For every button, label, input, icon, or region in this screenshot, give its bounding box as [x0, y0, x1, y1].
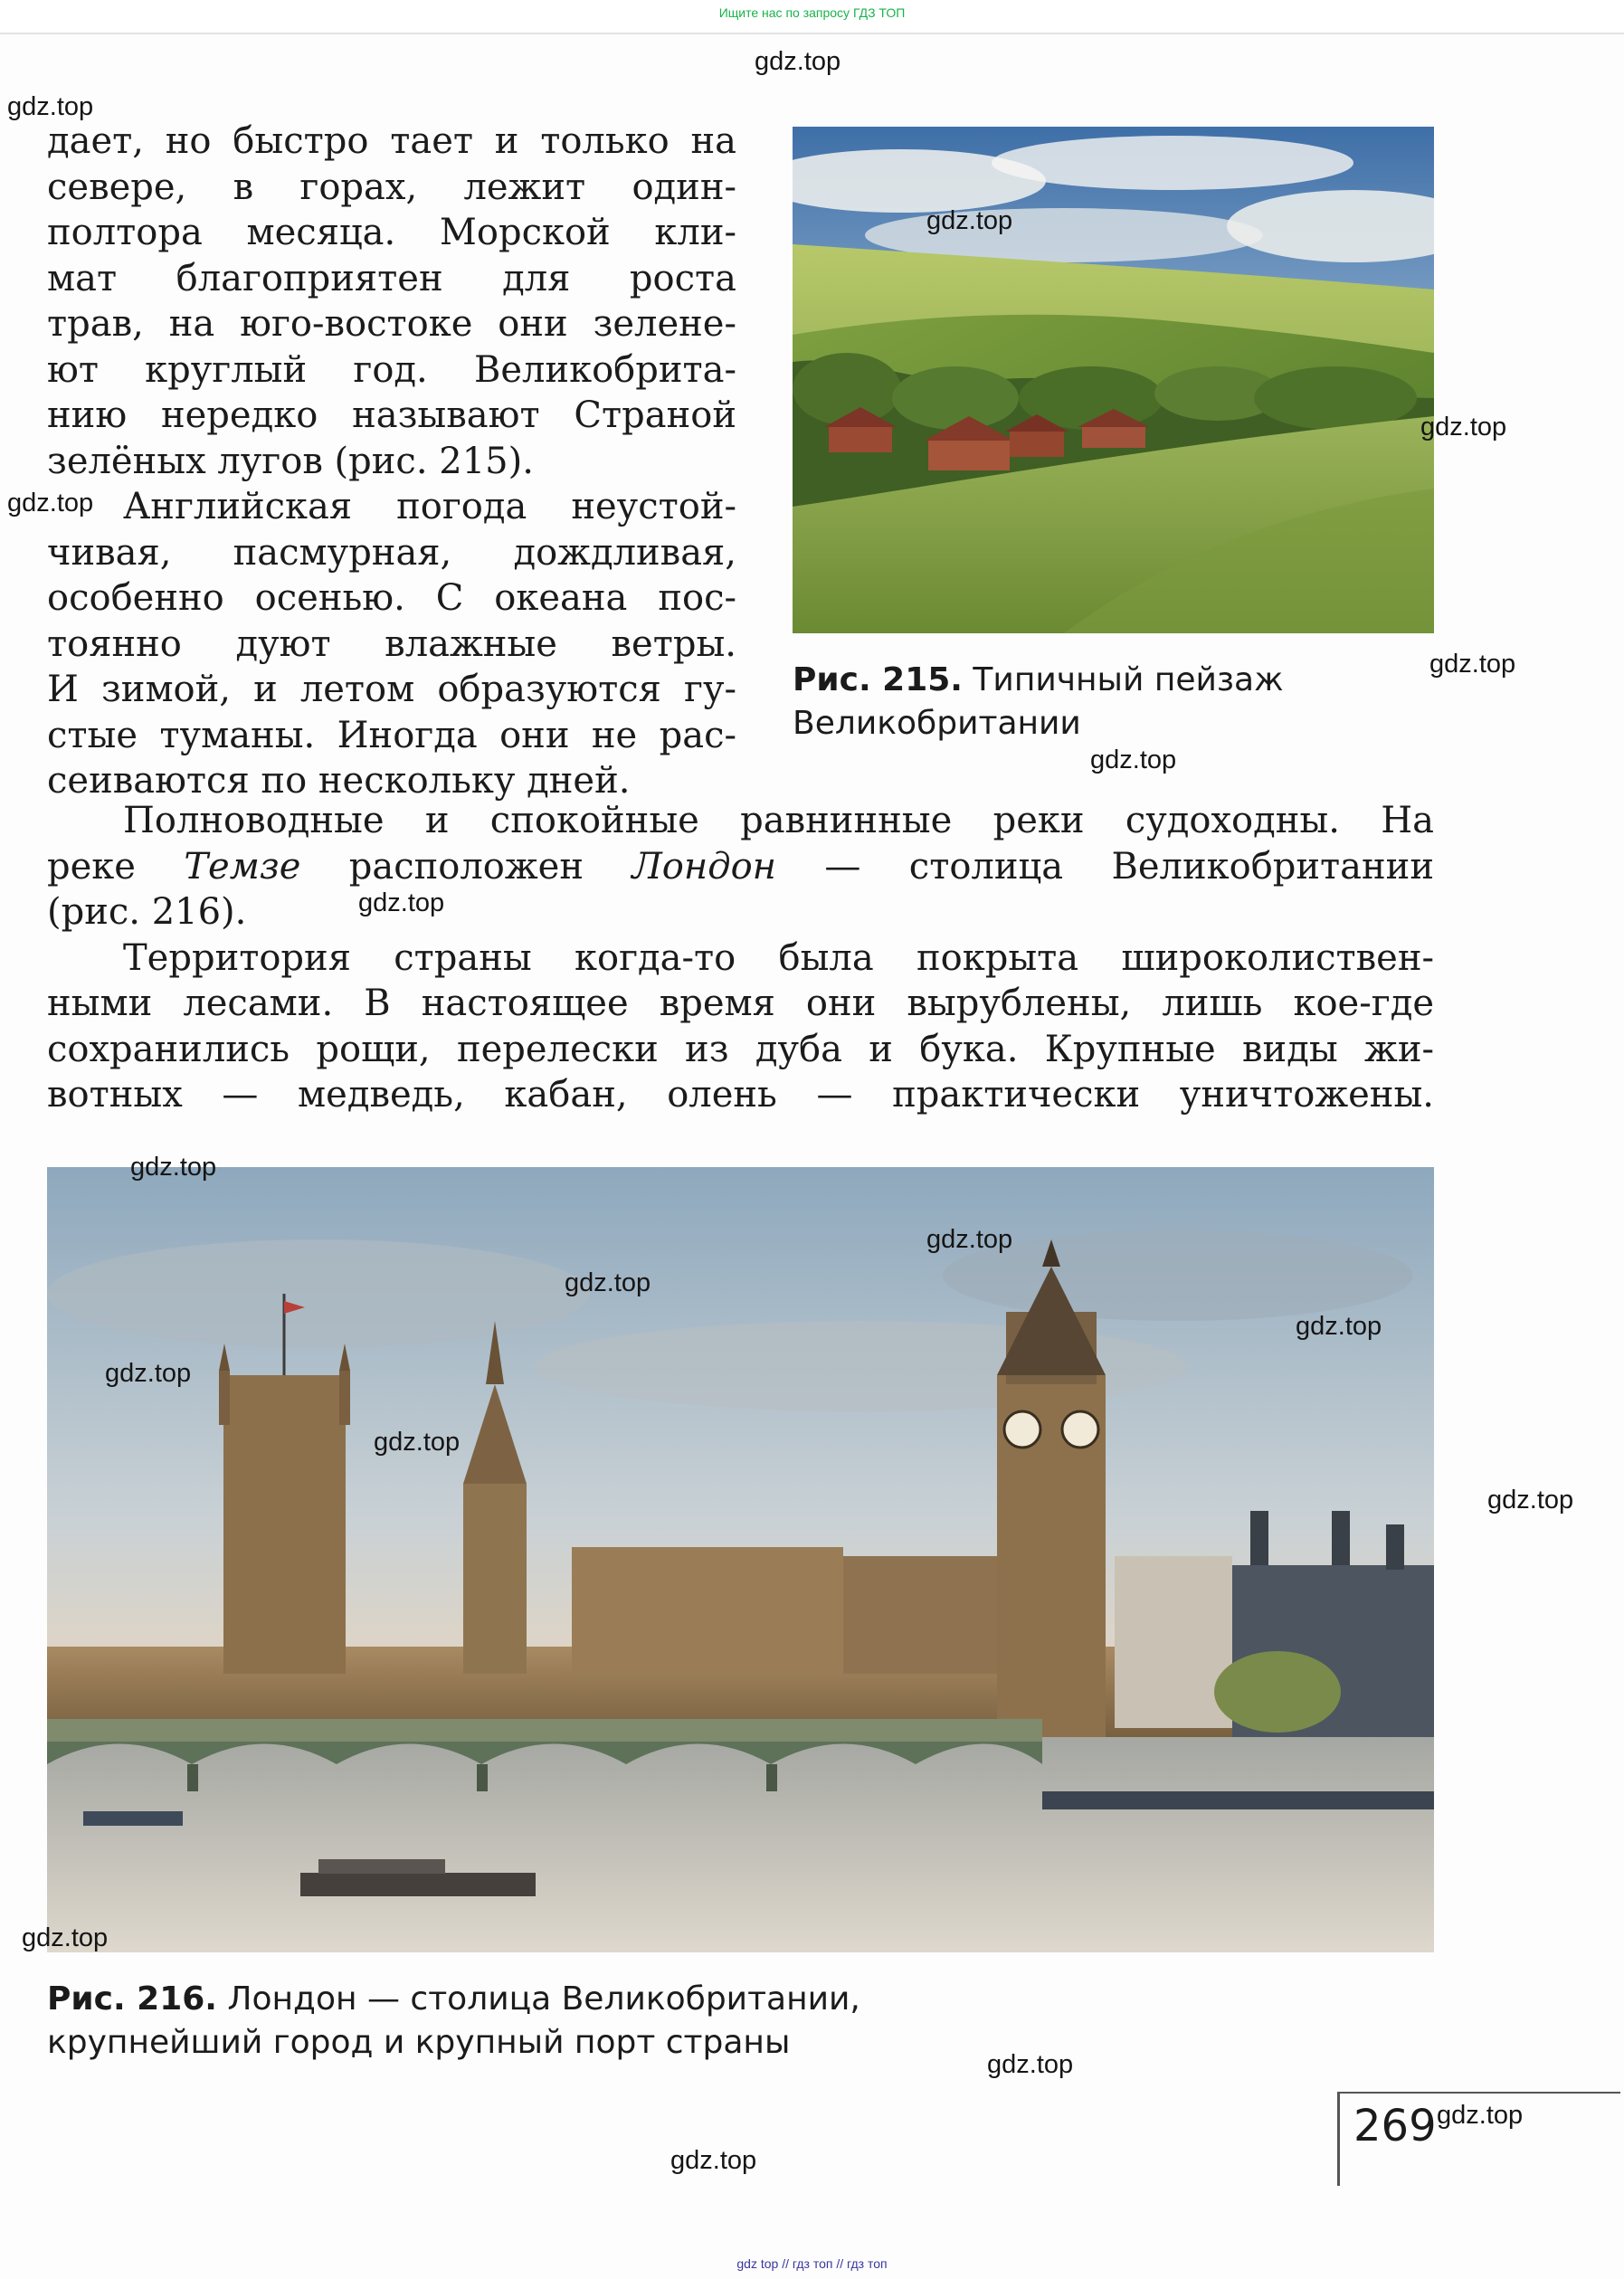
watermark-text: gdz.top	[1090, 745, 1177, 774]
watermark-text: gdz.top	[926, 206, 1013, 235]
caption-text: крупнейший город и крупный порт страны	[47, 2024, 791, 2061]
watermark-text: gdz.top	[1429, 650, 1516, 679]
city-name: Лондон	[632, 845, 776, 888]
text-line: чивая, пасмурная, дождливая,	[47, 531, 736, 574]
text-line: нию нередко называют Страной	[47, 394, 736, 436]
text-line: (рис. 216).	[47, 891, 247, 933]
text-line: И зимой, и летом образуются гу-	[47, 669, 736, 710]
figure-215-photo	[793, 127, 1434, 633]
figure-216-photo	[47, 1167, 1434, 1952]
caption-text: Великобритании	[793, 705, 1081, 742]
figure-label: Рис. 216.	[47, 1980, 217, 2018]
paragraph-column-full	[47, 798, 1434, 1118]
caption-text: Лондон — столица Великобритании,	[216, 1980, 860, 2018]
text-line: ют круглый год. Великобрита-	[47, 348, 736, 391]
watermark-text: gdz.top	[7, 489, 94, 518]
page-number: 269	[1353, 2101, 1437, 2151]
text-line: полтора месяца. Морской кли-	[47, 212, 736, 253]
figure-216-caption	[47, 1978, 1133, 2065]
paragraph-column-left	[47, 119, 736, 804]
watermark-text: gdz.top	[374, 1428, 461, 1457]
text-line: вотных — медведь, кабан, олень — практически уничтожены.	[47, 1074, 1434, 1116]
top-banner	[0, 0, 1624, 34]
watermark-text: gdz.top	[987, 2050, 1074, 2079]
text-line: Английская погода неустой-	[123, 486, 736, 527]
figure-215-caption	[793, 659, 1426, 745]
watermark-text: gdz.top	[926, 1225, 1013, 1254]
text-line: севере, в горах, лежит один-	[47, 166, 736, 208]
figure-label: Рис. 215.	[793, 661, 963, 698]
text-line: особенно осенью. С океана пос-	[47, 577, 736, 619]
text-line: трав, на юго-востоке они зелене-	[47, 303, 736, 345]
text-line: зелёных лугов (рис. 215).	[47, 440, 534, 482]
footer-text: gdz top // гдз топ // гдз топ	[736, 2256, 888, 2271]
text-line: дает, но быстро тает и только на	[47, 120, 736, 162]
watermark-text: gdz.top	[22, 1923, 109, 1952]
watermark-text: gdz.top	[1420, 413, 1507, 442]
text-line: Полноводные и спокойные равнинные реки судоходны. На	[123, 800, 1434, 841]
banner-text: Ищите нас по запросу ГДЗ ТОП	[718, 5, 906, 20]
caption-text: Типичный пейзаж	[962, 661, 1284, 698]
text-line: тоянно дуют влажные ветры.	[47, 622, 736, 665]
text-line: мат благоприятен для роста	[47, 257, 736, 299]
watermark-text: gdz.top	[358, 888, 445, 917]
text-line: Территория страны когда-то была покрыта широколиствен-	[123, 936, 1434, 979]
watermark-text: gdz.top	[1296, 1312, 1382, 1341]
watermark-text: gdz.top	[670, 2146, 757, 2175]
watermark-text: gdz.top	[7, 92, 94, 121]
watermark-text: gdz.top	[565, 1268, 651, 1297]
text-line: ными лесами. В настоящее время они вырублены, лишь кое-где	[47, 983, 1434, 1024]
watermark-text: gdz.top	[130, 1153, 217, 1182]
river-name: Темзе	[184, 845, 301, 888]
text-line: реке Темзе расположен Лондон — столица Великобритании	[47, 845, 1434, 888]
watermark-text: gdz.top	[1437, 2101, 1524, 2130]
watermark-text: gdz.top	[1487, 1486, 1574, 1515]
text-line: сохранились рощи, перелески из дуба и бука. Крупные виды жи-	[47, 1028, 1434, 1070]
text-line: стые туманы. Иногда они не рас-	[47, 714, 736, 756]
watermark-text: gdz.top	[105, 1359, 192, 1388]
text-line: сеиваются по нескольку дней.	[47, 760, 631, 802]
watermark-text: gdz.top	[755, 47, 841, 76]
